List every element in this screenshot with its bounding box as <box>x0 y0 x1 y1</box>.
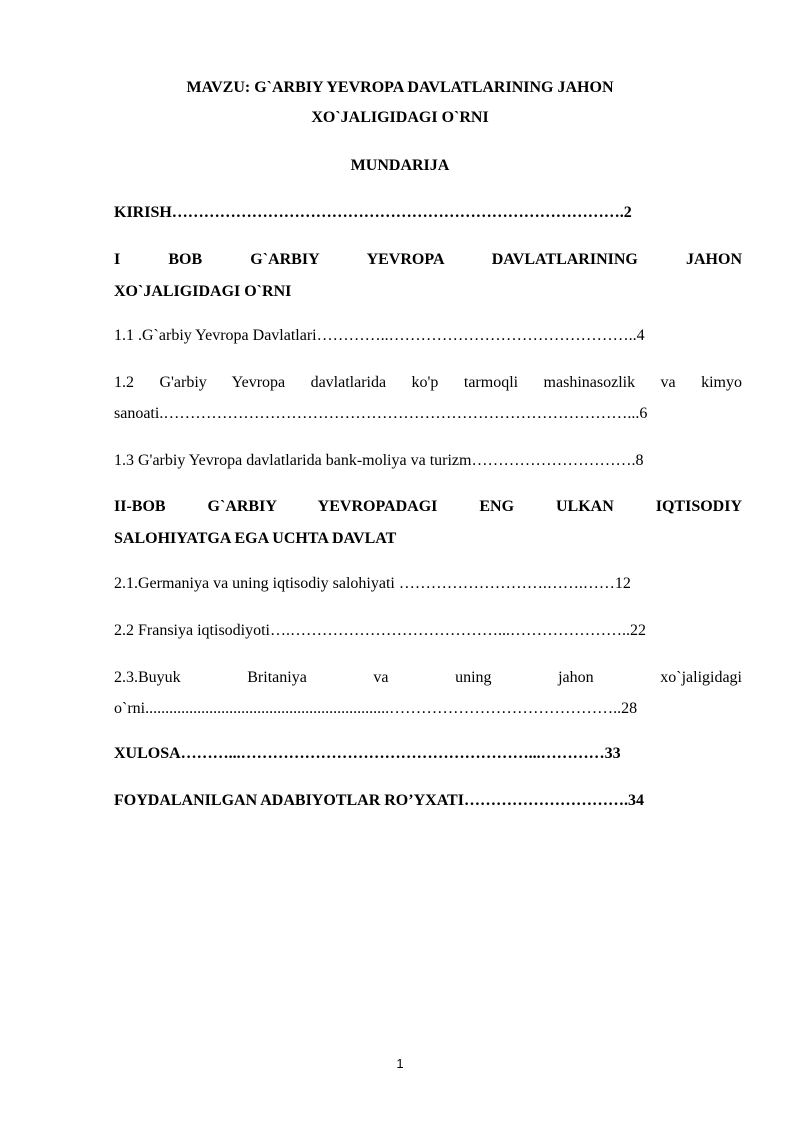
toc-entry-2-3-line1: 2.3.Buyuk Britaniya va uning jahon xo`jaligidagi <box>114 669 742 686</box>
toc-entry-bob2-line1: II-BOB G`ARBIY YEVROPADAGI ENG ULKAN IQTISODIY <box>114 498 742 515</box>
toc-entry-kirish: KIRISH………………………………………………………………………….2 <box>114 204 632 221</box>
toc-entry-2-2: 2.2 Fransiya iqtisodiyoti….…………………………………...…………………..22 <box>114 622 646 639</box>
title-line-2: XO`JALIGIDAGI O`RNI <box>311 109 489 126</box>
toc-entry-foydalanilgan: FOYDALANILGAN ADABIYOTLAR RO’YXATI………………………….34 <box>114 792 644 809</box>
toc-entry-bob1-line2: XO`JALIGIDAGI O`RNI <box>114 283 292 300</box>
toc-entry-2-1: 2.1.Germaniya va uning iqtisodiy salohiyati ……………………….…….……12 <box>114 575 631 592</box>
toc-entry-1-2-line2: sanoati.……………………………………………………………………………...6 <box>114 405 648 422</box>
page-number: 1 <box>396 1056 404 1071</box>
toc-entry-bob2-line2: SALOHIYATGA EGA UCHTA DAVLAT <box>114 530 397 547</box>
toc-entry-1-3: 1.3 G'arbiy Yevropa davlatlarida bank-moliya va turizm………………………….8 <box>114 452 644 469</box>
toc-entry-1-1: 1.1 .G`arbiy Yevropa Davlatlari…………..………………………………………..4 <box>114 327 645 344</box>
toc-entry-bob1-line1: I BOB G`ARBIY YEVROPA DAVLATLARINING JAHON <box>114 251 742 268</box>
toc-heading: MUNDARIJA <box>350 157 450 174</box>
toc-entry-1-2-line1: 1.2 G'arbiy Yevropa davlatlarida ko'p tarmoqli mashinasozlik va kimyo <box>114 374 742 391</box>
toc-entry-2-3-line2: o`rni.............................................................……………………………………..28 <box>114 700 638 717</box>
title-line-1: MAVZU: G`ARBIY YEVROPA DAVLATLARINING JAHON <box>186 79 614 96</box>
toc-entry-xulosa: XULOSA………...………………………………………………...…………33 <box>114 745 621 762</box>
